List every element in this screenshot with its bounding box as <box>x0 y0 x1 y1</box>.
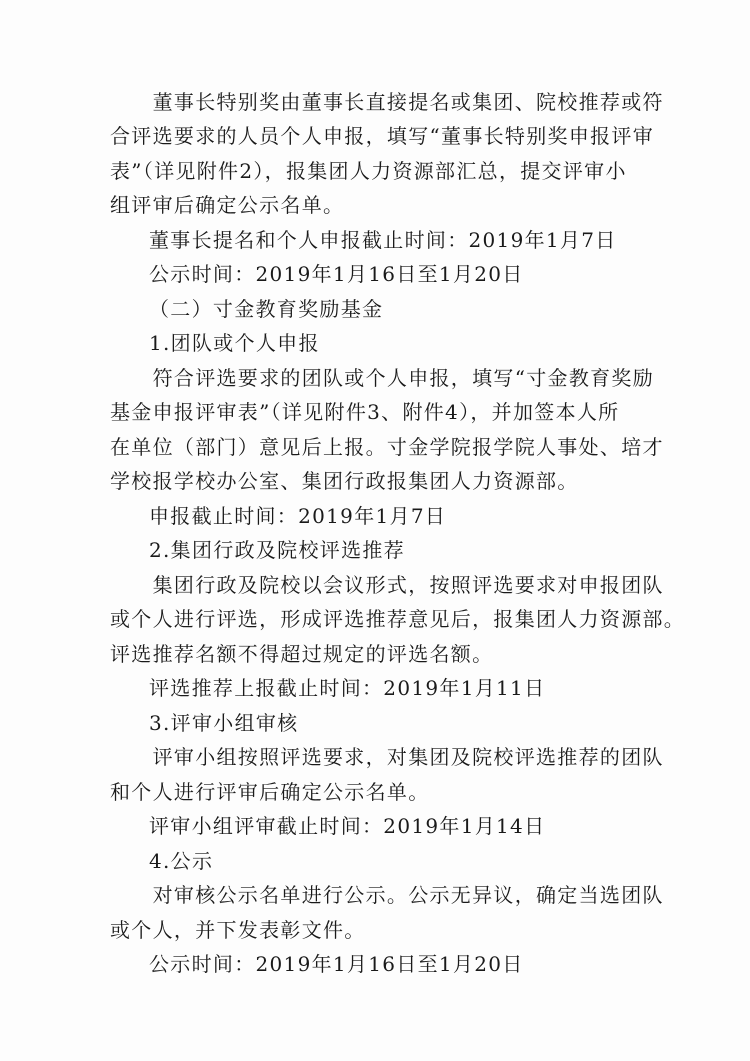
publicity-time-line: 公示时间：2019年1月16日至1月20日 <box>149 262 524 286</box>
paragraph-line: 基金申报评审表”（详见附件3、附件4），并加签本人所 <box>110 400 620 424</box>
paragraph-line: 或个人进行评选，形成评选推荐意见后，报集团人力资源部。 <box>110 607 686 631</box>
subsection-heading: 4.公示 <box>149 849 214 873</box>
subsection-heading: 3.评审小组审核 <box>149 711 299 735</box>
section-heading: （二）寸金教育奖励基金 <box>149 297 384 321</box>
subsection-heading: 2.集团行政及院校评选推荐 <box>149 538 405 562</box>
subsection-heading: 1.团队或个人申报 <box>149 331 320 355</box>
paragraph-line: 评选推荐名额不得超过规定的评选名额。 <box>110 642 494 666</box>
paragraph-line: 对审核公示名单进行公示。公示无异议，确定当选团队 <box>110 883 664 907</box>
paragraph-line: 和个人进行评审后确定公示名单。 <box>110 780 430 804</box>
paragraph-line: 董事长特别奖由董事长直接提名或集团、院校推荐或符 <box>110 90 664 114</box>
paragraph-line: 或个人，并下发表彰文件。 <box>110 918 366 942</box>
paragraph-line: 在单位（部门）意见后上报。寸金学院报学院人事处、培才 <box>110 435 664 459</box>
deadline-line: 董事长提名和个人申报截止时间：2019年1月7日 <box>149 228 617 252</box>
paragraph-line: 组评审后确定公示名单。 <box>110 193 345 217</box>
deadline-line: 评选推荐上报截止时间：2019年1月11日 <box>149 676 546 700</box>
paragraph-line: 表”（详见附件2），报集团人力资源部汇总，提交评审小 <box>110 159 627 183</box>
paragraph-line: 集团行政及院校以会议形式，按照评选要求对申报团队 <box>110 573 664 597</box>
publicity-time-line: 公示时间：2019年1月16日至1月20日 <box>149 952 524 976</box>
deadline-line: 评审小组评审截止时间：2019年1月14日 <box>149 814 546 838</box>
paragraph-line: 评审小组按照评选要求，对集团及院校评选推荐的团队 <box>110 745 664 769</box>
paragraph-line: 学校报学校办公室、集团行政报集团人力资源部。 <box>110 469 579 493</box>
paragraph-line: 合评选要求的人员个人申报，填写“董事长特别奖申报评审 <box>110 124 655 148</box>
paragraph-line: 符合评选要求的团队或个人申报，填写“寸金教育奖励 <box>110 366 655 390</box>
deadline-line: 申报截止时间：2019年1月7日 <box>149 504 447 528</box>
